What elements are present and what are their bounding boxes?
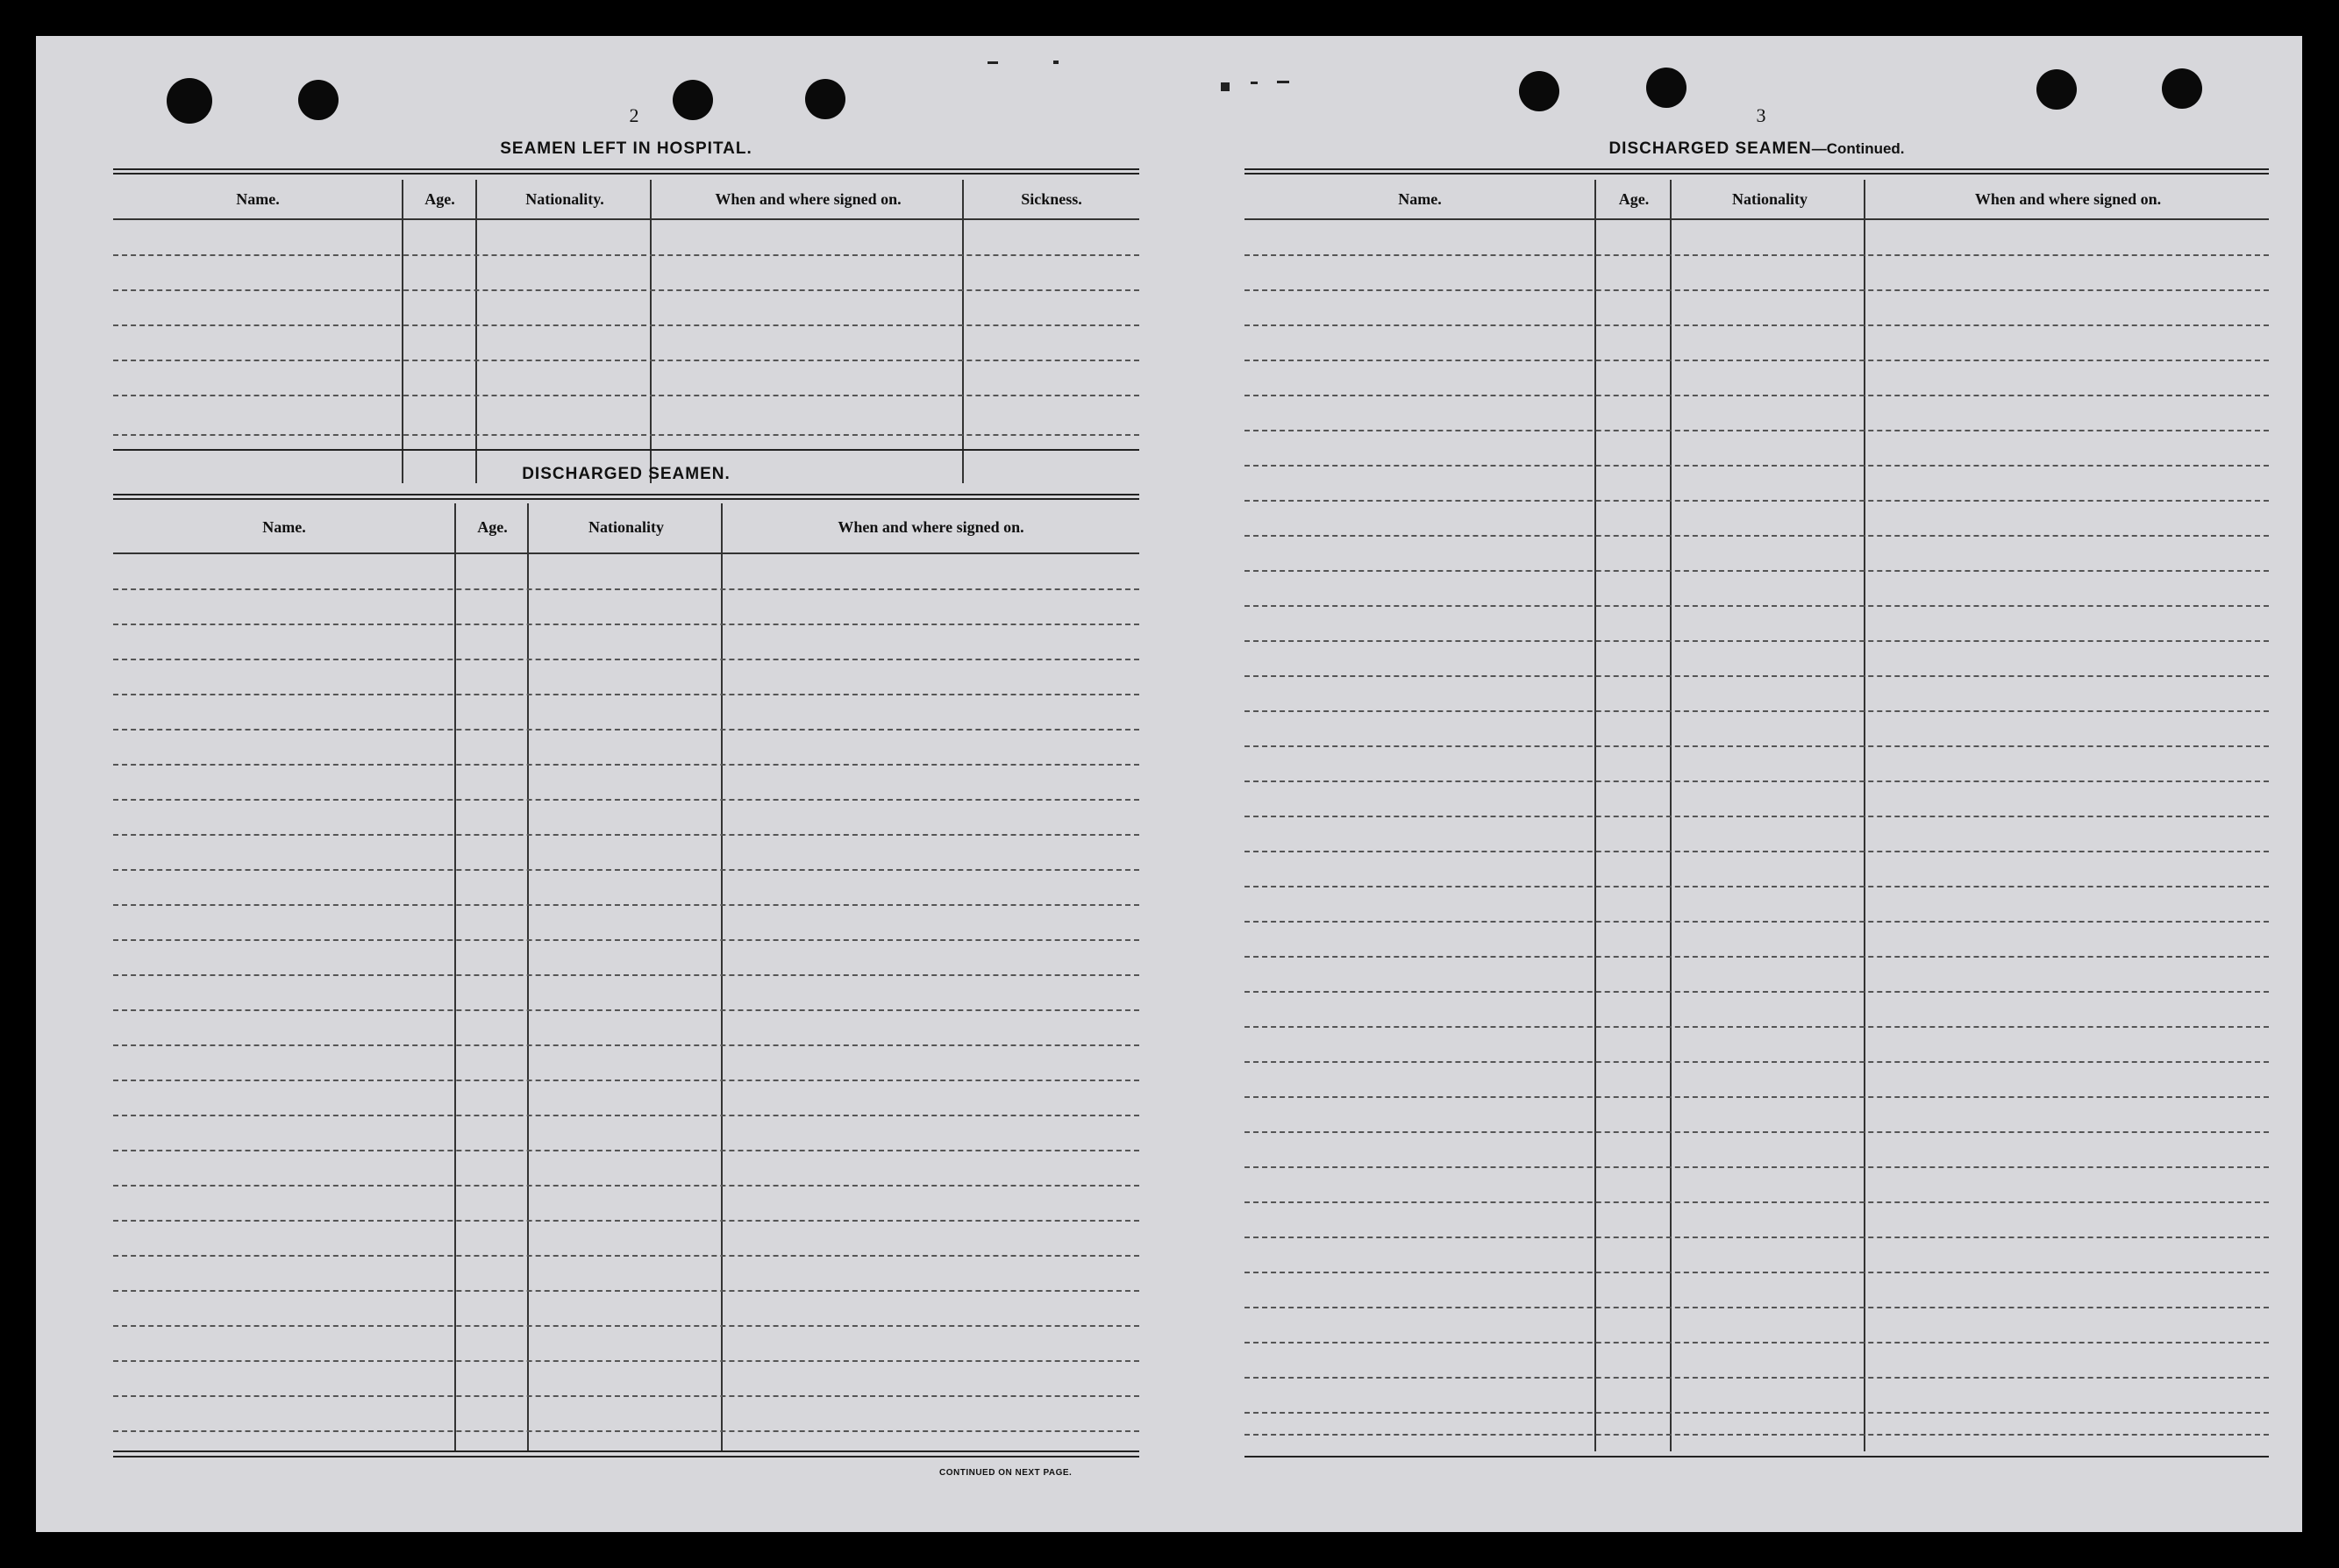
table-row <box>1244 1434 2269 1436</box>
section-title-discharged: DISCHARGED SEAMEN. <box>522 465 731 483</box>
section-title-discharged-continued <box>1244 139 2269 159</box>
table-row <box>113 1044 1139 1046</box>
table-row <box>1244 816 2269 817</box>
punch-hole <box>673 80 713 120</box>
section-title-hospital: SEAMEN LEFT IN HOSPITAL. <box>500 139 752 158</box>
table-row <box>1244 1026 2269 1028</box>
column-divider <box>454 503 456 1450</box>
table-row <box>1244 1342 2269 1343</box>
table-row <box>113 254 1139 256</box>
punch-hole <box>167 78 212 124</box>
column-header-name: Name. <box>262 518 306 536</box>
table-row <box>1244 1166 2269 1168</box>
discharged-table-right <box>1244 180 2269 1451</box>
table-row <box>1244 535 2269 537</box>
punch-hole <box>1519 71 1559 111</box>
table-row <box>1244 640 2269 642</box>
column-header-nationality: Nationality. <box>525 190 604 208</box>
table-row <box>1244 1201 2269 1203</box>
column-header-nationality: Nationality <box>1731 190 1808 208</box>
table-row <box>1244 675 2269 677</box>
double-rule <box>113 168 1139 175</box>
header-underline <box>113 552 1139 554</box>
table-row <box>113 974 1139 976</box>
table-row <box>1244 430 2269 431</box>
table-row <box>113 904 1139 906</box>
scan-speck <box>1053 61 1059 64</box>
punch-hole <box>298 80 339 120</box>
section-title-suffix: —Continued. <box>1811 140 1905 157</box>
table-row <box>1244 465 2269 467</box>
table-row <box>1244 1307 2269 1308</box>
scan-speck <box>1277 81 1289 83</box>
table-row <box>113 1430 1139 1432</box>
punch-hole <box>1646 68 1687 108</box>
table-row <box>1244 851 2269 852</box>
table-row <box>113 799 1139 801</box>
table-row <box>1244 360 2269 361</box>
table-row <box>1244 289 2269 291</box>
column-divider <box>527 503 529 1450</box>
double-rule <box>113 494 1139 500</box>
table-row <box>113 289 1139 291</box>
page-number-left: 2 <box>629 104 639 126</box>
punch-hole <box>2162 68 2202 109</box>
table-row <box>1244 324 2269 326</box>
table-row <box>1244 886 2269 887</box>
column-divider <box>650 180 652 483</box>
page-number-right: 3 <box>1756 104 1766 126</box>
column-divider <box>962 180 964 483</box>
table-row <box>113 694 1139 695</box>
table-row <box>1244 991 2269 993</box>
header-underline <box>1244 218 2269 220</box>
column-header-age: Age. <box>1618 190 1650 208</box>
header-underline <box>113 218 1139 220</box>
table-bottom-rule <box>113 1456 1139 1458</box>
table-row <box>1244 921 2269 923</box>
table-row <box>1244 395 2269 396</box>
table-row <box>113 1185 1139 1187</box>
column-divider <box>721 503 723 1450</box>
table-bottom-rule <box>1244 1456 2269 1458</box>
punch-hole <box>805 79 845 119</box>
table-bottom-rule <box>113 1450 1139 1452</box>
column-header-name: Name. <box>236 190 280 208</box>
table-row <box>1244 1061 2269 1063</box>
table-row <box>113 395 1139 396</box>
table-row <box>1244 1272 2269 1273</box>
table-row <box>1244 956 2269 958</box>
column-header-signed-on: When and where signed on. <box>1974 190 2162 208</box>
punch-hole <box>2036 69 2077 110</box>
table-row <box>113 1325 1139 1327</box>
table-row <box>113 434 1139 436</box>
table-row <box>1244 254 2269 256</box>
scan-speck <box>1221 82 1230 91</box>
column-header-name: Name. <box>1398 190 1442 208</box>
table-row <box>113 1290 1139 1292</box>
table-row <box>113 324 1139 326</box>
table-row <box>1244 500 2269 502</box>
table-row <box>1244 1377 2269 1379</box>
section-title-text: DISCHARGED SEAMEN <box>1608 139 1812 158</box>
table-row <box>113 1009 1139 1011</box>
table-row <box>113 1220 1139 1222</box>
double-rule <box>1244 168 2269 175</box>
column-header-sickness: Sickness. <box>1021 190 1082 208</box>
column-header-signed-on: When and where signed on. <box>838 518 1024 536</box>
scan-speck <box>988 61 998 64</box>
table-row <box>1244 780 2269 782</box>
scan-speck <box>1251 82 1258 84</box>
table-row <box>113 624 1139 625</box>
table-row <box>113 1255 1139 1257</box>
hospital-table <box>113 180 1139 483</box>
table-row <box>113 588 1139 590</box>
table-row <box>1244 570 2269 572</box>
table-row <box>113 834 1139 836</box>
table-row <box>1244 1131 2269 1133</box>
table-row <box>113 1150 1139 1151</box>
table-row <box>1244 605 2269 607</box>
table-row <box>113 939 1139 941</box>
column-divider <box>402 180 403 483</box>
table-bottom-rule <box>113 449 1139 451</box>
table-row <box>113 1395 1139 1397</box>
column-header-signed-on: When and where signed on. <box>715 190 902 208</box>
discharged-table-left <box>113 503 1139 1450</box>
table-row <box>113 1115 1139 1116</box>
table-row <box>1244 745 2269 747</box>
table-row <box>1244 1412 2269 1414</box>
column-divider <box>475 180 477 483</box>
table-row <box>113 1360 1139 1362</box>
table-row <box>113 659 1139 660</box>
table-row <box>113 1080 1139 1081</box>
continued-note: CONTINUED ON NEXT PAGE. <box>939 1468 1073 1478</box>
table-row <box>1244 710 2269 712</box>
table-row <box>113 729 1139 731</box>
table-row <box>1244 1096 2269 1098</box>
table-row <box>113 869 1139 871</box>
table-row <box>113 764 1139 766</box>
table-row <box>1244 1237 2269 1238</box>
table-row <box>113 360 1139 361</box>
column-header-nationality: Nationality <box>588 518 664 536</box>
scanned-form-sheet <box>36 36 2302 1532</box>
column-header-age: Age. <box>424 190 455 208</box>
column-header-age: Age. <box>477 518 508 536</box>
